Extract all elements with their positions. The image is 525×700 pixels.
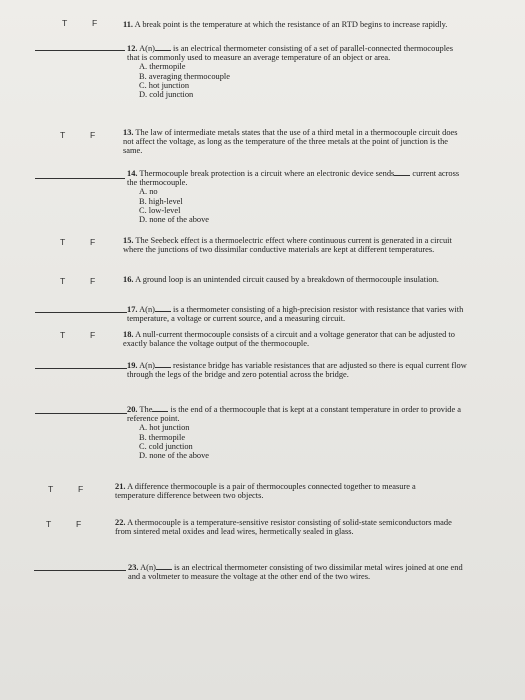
answer-line-19[interactable]: [35, 368, 127, 369]
question-text: is the end of a thermocouple that is kept at a constant temperature in order to provide a reference point.: [127, 405, 462, 424]
option-a: A. no: [139, 187, 158, 197]
inline-blank: [155, 360, 171, 368]
question-text: A ground loop is an unintended circuit caused by a breakdown of thermocouple insulation.: [135, 275, 439, 284]
question-number: 18.: [123, 330, 134, 339]
true-marker-16[interactable]: T: [60, 276, 66, 286]
question-pre: A(n): [139, 305, 155, 314]
question-12: [127, 43, 467, 99]
false-marker-21[interactable]: F: [78, 484, 84, 494]
question-pre: A(n): [139, 361, 155, 370]
true-marker-22[interactable]: T: [46, 519, 52, 529]
question-number: 13.: [123, 128, 134, 137]
answer-line-12[interactable]: [35, 50, 125, 51]
true-marker-18[interactable]: T: [60, 330, 66, 340]
question-number: 12.: [127, 44, 138, 53]
option-d: D. none of the above: [139, 451, 210, 461]
question-text: A null-current thermocouple consists of a circuit and a voltage generator that can be adjusted to exactly balance the voltage output of the thermocouple.: [123, 330, 455, 349]
option-c: C. low-level: [139, 205, 181, 215]
question-number: 22.: [115, 518, 126, 527]
question-23: [128, 562, 468, 581]
question-19: [127, 360, 467, 379]
inline-blank: [156, 562, 172, 570]
question-text: is a thermometer consisting of a high-precision resistor with resistance that varies with temperature, a voltage or current source, and a measuring circuit.: [127, 305, 464, 324]
question-pre: The: [139, 405, 153, 414]
question-text: Thermocouple break protection is a circuit where an electronic device sends: [139, 169, 395, 178]
question-number: 15.: [123, 236, 134, 245]
inline-blank: [152, 404, 168, 412]
question-20: [127, 404, 467, 460]
inline-blank: [155, 43, 171, 51]
question-number: 11.: [123, 20, 134, 29]
inline-blank: [394, 168, 410, 176]
option-a: A. hot junction: [139, 423, 190, 433]
option-b: B. high-level: [139, 196, 183, 206]
question-11: [123, 20, 463, 29]
question-text: resistance bridge has variable resistances that are adjusted so there is equal current flow through the legs of the bridge and zero potential across the bridge.: [127, 361, 467, 380]
question-21: [115, 482, 455, 500]
question-number: 16.: [123, 275, 134, 284]
option-a: A. thermopile: [139, 62, 186, 72]
question-17: [127, 304, 467, 323]
question-pre: A(n): [140, 563, 156, 572]
answer-line-20[interactable]: [35, 413, 127, 414]
answer-line-14[interactable]: [35, 178, 125, 179]
question-number: 19.: [127, 361, 138, 370]
question-number: 14.: [127, 169, 138, 178]
false-marker-11[interactable]: F: [92, 18, 98, 28]
question-15: [123, 236, 463, 254]
false-marker-16[interactable]: F: [90, 276, 96, 286]
question-text: is an electrical thermometer consisting of two dissimilar metal wires joined at one end and a voltmeter to measure the voltage at the other end of the two wires.: [128, 563, 463, 582]
question-text: The Seebeck effect is a thermoelectric effect where continuous current is generated in a circuit where the junctions of two dissimilar conductive materials are kept at different temperatures.: [123, 236, 452, 255]
question-number: 20.: [127, 405, 138, 414]
true-marker-21[interactable]: T: [48, 484, 54, 494]
false-marker-22[interactable]: F: [76, 519, 82, 529]
question-16: [123, 275, 463, 284]
option-c: C. hot junction: [139, 80, 190, 90]
question-number: 21.: [115, 482, 126, 491]
question-22: [115, 518, 455, 536]
false-marker-13[interactable]: F: [90, 130, 96, 140]
question-text: A thermocouple is a temperature-sensitive resistor consisting of solid-state semiconductors made from sintered metal oxides and lead wires, hermetically sealed in glass.: [115, 518, 452, 537]
question-pre: A(n): [139, 44, 155, 53]
question-text: A difference thermocouple is a pair of thermocouples connected together to measure a temperature difference between two objects.: [115, 482, 416, 501]
true-marker-11[interactable]: T: [62, 18, 68, 28]
question-text: is an electrical thermometer consisting of a set of parallel-connected thermocouples that is commonly used to measure an average temperature of an object or area.: [127, 44, 454, 63]
answer-line-17[interactable]: [35, 312, 127, 313]
question-text: A break point is the temperature at which the resistance of an RTD begins to increase rapidly.: [134, 20, 448, 29]
question-text-2: current across the thermocouple.: [127, 169, 460, 188]
question-number: 23.: [128, 563, 139, 572]
inline-blank: [155, 304, 171, 312]
true-marker-13[interactable]: T: [60, 130, 66, 140]
false-marker-15[interactable]: F: [90, 237, 96, 247]
option-d: D. none of the above: [139, 215, 210, 225]
true-marker-15[interactable]: T: [60, 237, 66, 247]
option-b: B. averaging thermocouple: [139, 71, 230, 81]
question-13: [123, 128, 463, 156]
question-text: The law of intermediate metals states that the use of a third metal in a thermocouple circuit does not affect the voltage, as long as the temperature of the three metals at the point of junction is the same.: [123, 128, 458, 156]
option-c: C. cold junction: [139, 441, 193, 451]
option-b: B. thermopile: [139, 432, 186, 442]
answer-line-23[interactable]: [34, 570, 126, 571]
question-14: [127, 168, 467, 224]
question-number: 17.: [127, 305, 138, 314]
question-18: [123, 330, 463, 348]
false-marker-18[interactable]: F: [90, 330, 96, 340]
option-d: D. cold junction: [139, 90, 194, 100]
